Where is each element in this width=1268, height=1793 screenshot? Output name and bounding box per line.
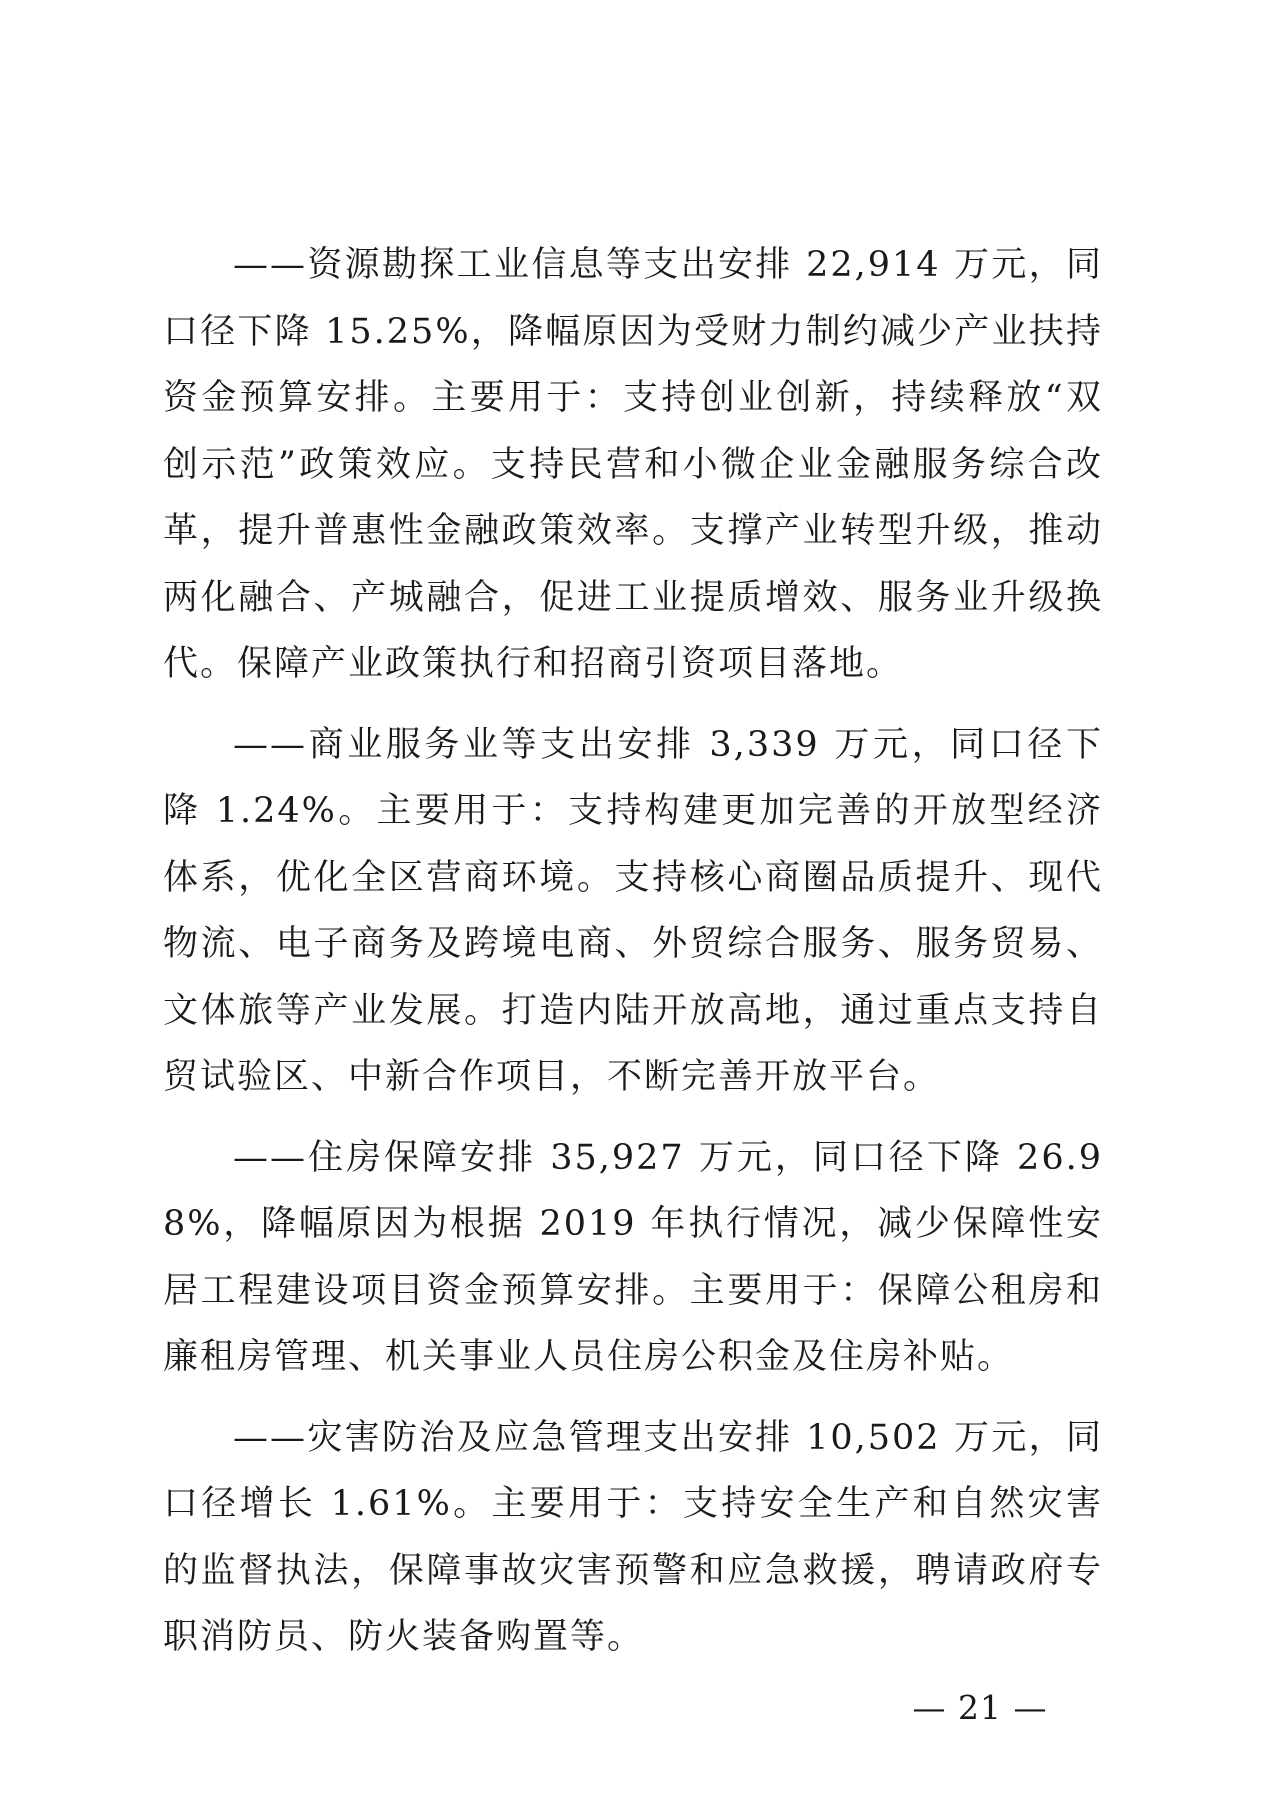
paragraph-resource-exploration: ——资源勘探工业信息等支出安排 22,914 万元，同口径下降 15.25%，降幅原因为受财力制约减少产业扶持资金预算安排。主要用于：支持创业创新，持续释放“双创示范”政策效应。支持民营和小微企业金融服务综合改革，提升普惠性金融政策效率。支撑产业转型升级，推动两化融合、产城融合，促进工业提质增效、服务业升级换代。保障产业政策执行和招商引资项目落地。 (163, 245, 1103, 684)
paragraph-housing-security: ——住房保障安排 35,927 万元，同口径下降 26.98%，降幅原因为根据 2019 年执行情况，减少保障性安居工程建设项目资金预算安排。主要用于：保障公租房和廉租房管理、机关事业人员住房公积金及住房补贴。 (163, 1137, 1103, 1377)
paragraph-disaster-prevention: ——灾害防治及应急管理支出安排 10,502 万元，同口径增长 1.61%。主要用于：支持安全生产和自然灾害的监督执法，保障事故灾害预警和应急救援，聘请政府专职消防员、防火装备购置等。 (163, 1417, 1103, 1657)
body-text (163, 232, 1103, 1685)
paragraph-commercial-services: ——商业服务业等支出安排 3,339 万元，同口径下降 1.24%。主要用于：支持构建更加完善的开放型经济体系，优化全区营商环境。支持核心商圈品质提升、现代物流、电子商务及跨境电商、外贸综合服务、服务贸易、文体旅等产业发展。打造内陆开放高地，通过重点支持自贸试验区、中新合作项目，不断完善开放平台。 (163, 724, 1103, 1097)
page-number: — 21 — (912, 1688, 1048, 1727)
